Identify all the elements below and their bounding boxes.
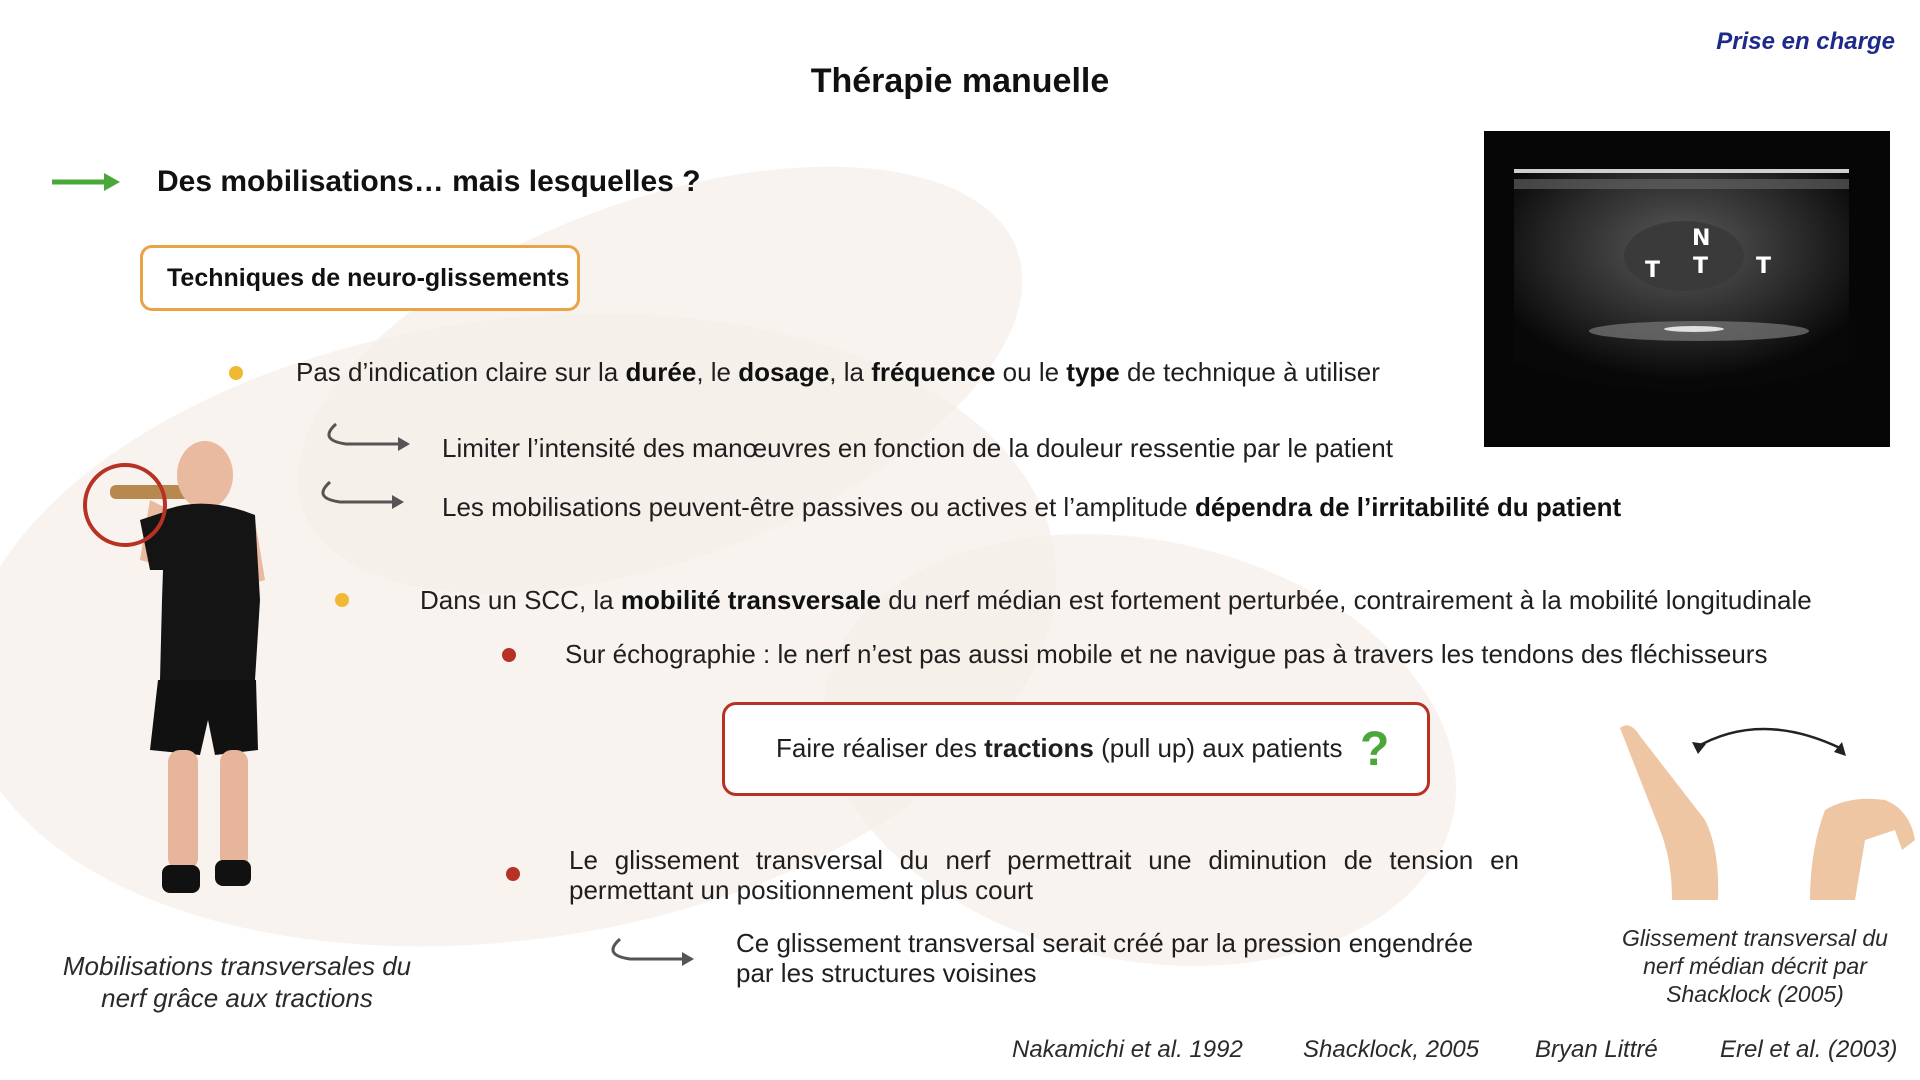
- green-arrow-icon: [52, 170, 122, 194]
- point-1-text: Pas d’indication claire sur la durée, le dosage, la fréquence ou le type de technique à utiliser: [296, 357, 1380, 387]
- ultrasound-label-t: T: [1756, 254, 1772, 279]
- ultrasound-label-t: T: [1693, 254, 1709, 279]
- question-mark-icon: ?: [1360, 723, 1390, 776]
- ultrasound-label-n: N: [1692, 226, 1711, 251]
- main-heading: Des mobilisations… mais lesquelles ?: [157, 165, 701, 198]
- traction-text: Faire réaliser des tractions (pull up) aux patients: [776, 733, 1343, 763]
- sub-point-2: Les mobilisations peuvent-être passives ou actives et l’amplitude dépendra de l’irritabilité du patient: [442, 492, 1622, 522]
- bullet-dot: [335, 593, 349, 607]
- technique-box: Techniques de neuro-glissements: [140, 245, 580, 311]
- ultrasound-label-t: T: [1645, 258, 1661, 283]
- right-caption: Glissement transversal du nerf médian décrit par Shacklock (2005): [1622, 925, 1888, 1007]
- hook-arrow-icon: [606, 935, 696, 975]
- ultrasound-image: [1484, 131, 1890, 447]
- reference: Bryan Littré: [1535, 1036, 1658, 1063]
- point-3-text: Le glissement transversal du nerf permettrait une diminution de tension en permettant un positionnement plus court: [569, 845, 1519, 905]
- hook-arrow-icon: [316, 478, 406, 518]
- bullet-dot: [229, 366, 243, 380]
- sub-point-1: Limiter l’intensité des manœuvres en fonction de la douleur ressentie par le patient: [442, 433, 1393, 463]
- point-3-sub: Ce glissement transversal serait créé par la pression engendrée par les structures voisines: [736, 928, 1474, 988]
- wrist-glide-illustration: [1610, 700, 1920, 900]
- bullet-dot: [506, 867, 520, 881]
- left-caption: Mobilisations transversales du nerf grâce aux tractions: [62, 951, 412, 1013]
- reference: Nakamichi et al. 1992: [1012, 1036, 1243, 1063]
- section-label: Prise en charge: [1716, 28, 1895, 55]
- point-2-sub: Sur échographie : le nerf n’est pas aussi mobile et ne navigue pas à travers les tendons des fléchisseurs: [565, 639, 1768, 669]
- hook-arrow-icon: [322, 420, 412, 460]
- point-2-text: Dans un SCC, la mobilité transversale du nerf médian est fortement perturbée, contrairement à la mobilité longitudinale: [420, 585, 1812, 615]
- reference: Shacklock, 2005: [1303, 1036, 1480, 1063]
- reference: Erel et al. (2003): [1720, 1036, 1898, 1063]
- slide-title: Thérapie manuelle: [810, 62, 1110, 100]
- bullet-dot: [502, 648, 516, 662]
- highlight-circle: [83, 463, 167, 547]
